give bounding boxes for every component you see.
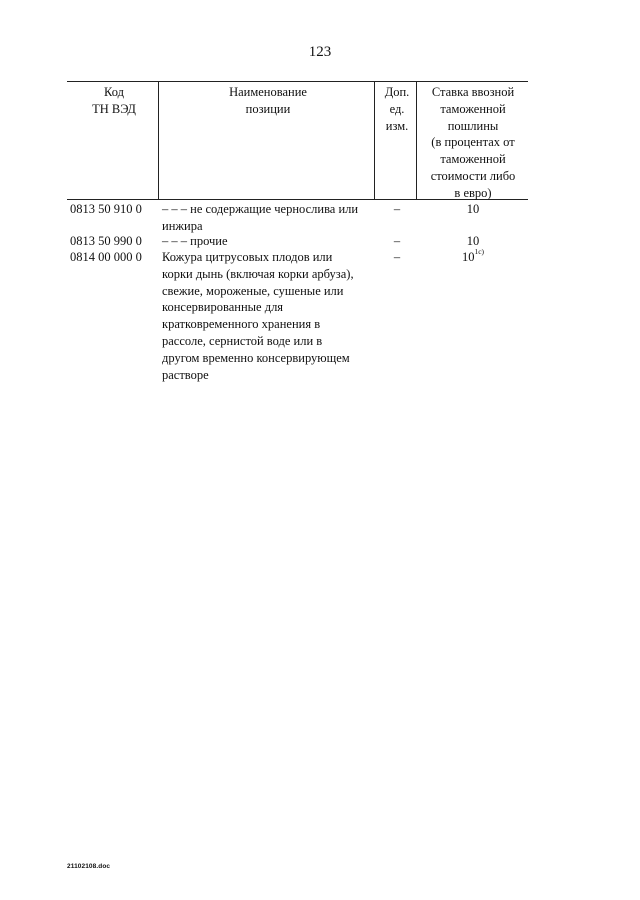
row-name-line: свежие, мороженые, сушеные или [162,283,344,298]
column-divider-code-name [158,81,159,199]
row-name [162,201,374,235]
header-rate-line: (в процентах от [431,135,515,150]
table-header-top-border [67,81,528,82]
row-unit: – [393,250,401,264]
header-rate-line: стоимости либо [430,168,516,183]
header-code-line: Код [104,85,124,99]
header-rate-line: в евро) [454,185,492,200]
footer-filename: 21102108.doc [67,863,111,870]
header-rate-line: Ставка ввозной [431,85,515,99]
row-name-line: корки дынь (включая корки арбуза), [162,266,354,281]
header-name [162,84,374,118]
rate-footnote-mark: 1с) [474,246,485,256]
header-name-line: Наименование [229,85,307,99]
page-number: 123 [308,44,332,60]
row-code: 0814 00 000 0 [70,250,142,264]
row-rate-value: 10 [466,234,480,248]
row-rate [420,233,526,250]
row-name-line: консервированные для [162,300,284,315]
header-rate-line: таможенной [440,101,506,116]
row-name [162,233,374,250]
row-name [162,249,374,383]
header-unit-line: ед. [389,101,405,116]
row-name-line: Кожура цитрусовых плодов или [162,250,333,264]
header-rate [420,84,526,202]
row-name-line: рассоле, сернистой воде или в [162,333,323,348]
row-name-line: – – – прочие [162,234,228,248]
row-unit: – [393,202,401,216]
header-unit [378,84,416,134]
row-code: 0813 50 990 0 [70,234,142,248]
header-unit-line: изм. [385,118,409,133]
rate-number: 10 [461,250,475,264]
column-divider-name-unit [374,81,375,199]
header-unit-line: Доп. [384,85,410,99]
header-rate-line: пошлины [447,118,499,133]
row-name-line: другом временно консервирующем [162,350,350,365]
header-code [70,84,158,118]
header-name-line: позиции [245,101,291,116]
row-rate-value: 10 [466,202,480,216]
row-rate [420,246,526,266]
row-name-line: инжира [162,218,203,233]
header-code-line: ТН ВЭД [92,101,136,116]
row-code: 0813 50 910 0 [70,202,142,216]
row-rate-value [420,246,526,266]
header-rate-line: таможенной [440,152,506,167]
row-unit: – [393,234,401,248]
row-name-line: растворе [162,367,209,382]
row-name-line: – – – не содержащие чернослива или [162,202,359,216]
column-divider-unit-rate [416,81,417,199]
row-name-line: кратковременного хранения в [162,317,321,332]
row-rate [420,201,526,218]
